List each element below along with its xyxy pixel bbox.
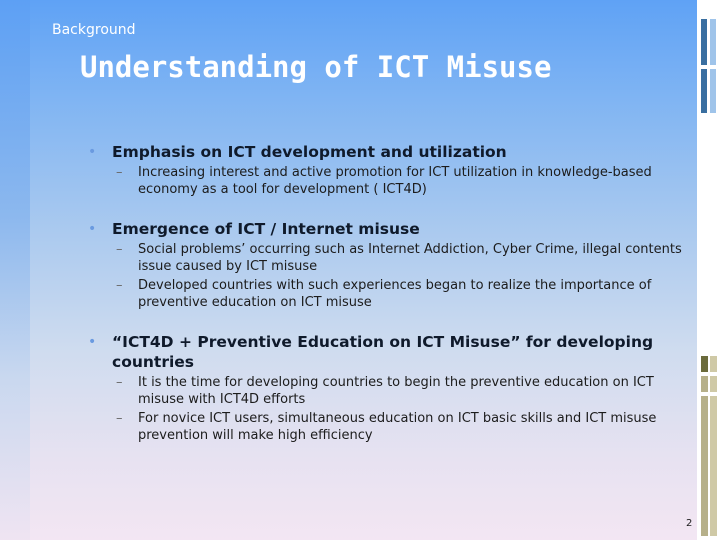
sub-bullet-text: For novice ICT users, simultaneous education on ICT basic skills and ICT misuse prevention will make high efficiency (138, 411, 657, 443)
page-number: 2 (686, 518, 693, 529)
bullet-item (88, 142, 684, 162)
dash-icon: – (116, 375, 123, 390)
decorative-bar (710, 376, 717, 392)
dash-icon: – (116, 411, 123, 426)
dash-icon: – (116, 278, 123, 293)
sub-bullet-text: Developed countries with such experiences began to realize the importance of preventive education on ICT misuse (138, 278, 652, 310)
bullet-icon: • (88, 144, 97, 160)
bullet-icon: • (88, 334, 97, 350)
sub-bullet-item (88, 241, 684, 275)
section-subtitle: Background (52, 22, 136, 38)
slide-title: Understanding of ICT Misuse (80, 50, 552, 84)
bullet-item (88, 219, 684, 239)
dash-icon: – (116, 242, 123, 257)
bullet-text: “ICT4D + Preventive Education on ICT Misuse” for developing countries (112, 333, 654, 371)
bullet-text: Emphasis on ICT development and utilization (112, 143, 507, 161)
decorative-bar (700, 68, 708, 114)
dash-icon: – (116, 165, 123, 180)
sub-bullet-item (88, 277, 684, 311)
decorative-bar (701, 396, 708, 536)
left-decorative-strip (0, 0, 30, 540)
decorative-bar (710, 356, 717, 372)
sub-bullet-item (88, 410, 684, 444)
sub-bullet-item (88, 164, 684, 198)
decorative-bar (710, 396, 717, 536)
sub-bullet-text: It is the time for developing countries to begin the preventive education on ICT misuse with ICT4D efforts (138, 375, 654, 407)
bullet-item (88, 332, 684, 372)
decorative-bar (709, 68, 717, 114)
decorative-bar (701, 376, 708, 392)
sub-bullet-item (88, 374, 684, 408)
slide-content (88, 142, 684, 444)
decorative-bar (701, 356, 708, 372)
sub-bullet-text: Social problems’ occurring such as Internet Addiction, Cyber Crime, illegal contents issue caused by ICT misuse (138, 242, 682, 274)
bullet-icon: • (88, 221, 97, 237)
decorative-bar (700, 18, 708, 66)
decorative-bar (709, 18, 717, 66)
right-decorative-strip (697, 0, 720, 540)
bullet-text: Emergence of ICT / Internet misuse (112, 220, 420, 238)
sub-bullet-text: Increasing interest and active promotion for ICT utilization in knowledge-based economy as a tool for development ( ICT4D) (138, 165, 652, 197)
